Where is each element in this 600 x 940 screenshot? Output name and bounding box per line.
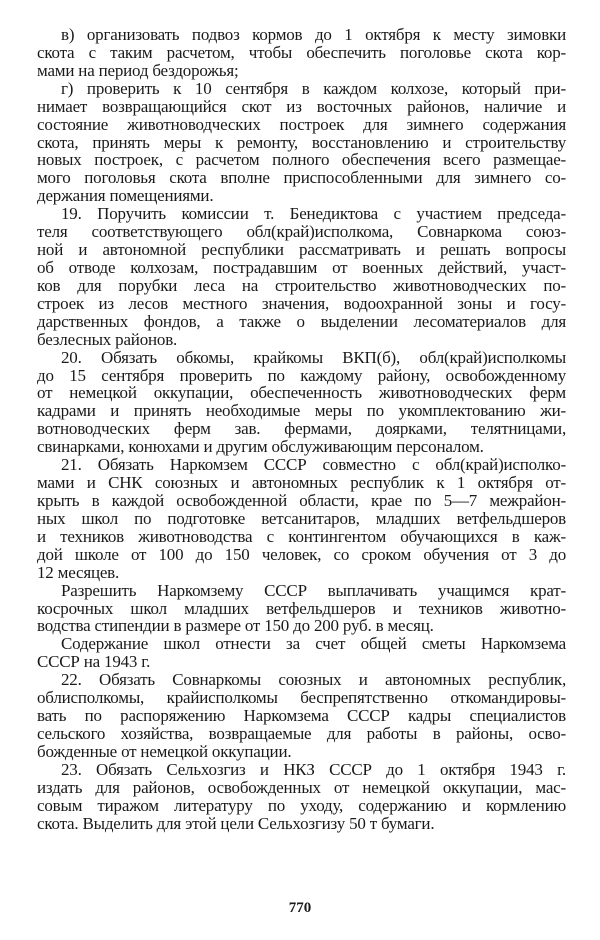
text-line: дарственных фондов, а также о выделении лесоматериалов для: [37, 311, 566, 331]
text-line: водства стипендии в размере от 150 до 200 руб. в месяц.: [37, 616, 434, 636]
text-line: мого поголовья скота вполне приспособленными для зимнего со-: [37, 168, 566, 188]
text-line: скота с таким расчетом, чтобы обеспечить поголовье скота кор-: [37, 42, 566, 62]
paragraph: [37, 456, 566, 581]
text-line: свинарками, конюхами и другим обслуживающим персоналом.: [37, 437, 484, 457]
text-line: до 15 сентября проверить по каждому району, освобожденному: [37, 365, 566, 385]
text-line: ных школ по подготовке ветсанитаров, младших ветфельдшеров: [37, 508, 566, 528]
text-line: Содержание школ отнести за счет общей сметы Наркомзема: [61, 634, 566, 654]
text-line: вотноводческих ферм зав. фермами, доярками, телятницами,: [37, 419, 566, 439]
text-line: 23. Обязать Сельхозгиз и НКЗ СССР до 1 октября 1943 г.: [61, 759, 566, 779]
text-line: издать для районов, освобожденных от немецкой оккупации, мас-: [37, 777, 566, 797]
paragraph: [37, 205, 566, 348]
text-line: строек из лесов местного значения, водоохранной зоны и госу-: [37, 293, 566, 313]
text-line: 19. Поручить комиссии т. Бенедиктова с участием председа-: [61, 204, 566, 224]
text-line: безлесных районов.: [37, 329, 178, 349]
text-line: сельского хозяйства, возвращаемые для работы в районы, осво-: [37, 723, 566, 743]
text-line: и техников животноводства с контингентом обучающихся в каж-: [37, 526, 566, 546]
paragraph: [37, 80, 566, 205]
text-line: скота, принять меры к ремонту, восстановлению и строительству: [37, 132, 566, 152]
text-line: новых построек, с расчетом полного обеспечения всего размещае-: [37, 150, 566, 170]
text-line: держания помещениями.: [37, 186, 214, 206]
text-line: Разрешить Наркомзему СССР выплачивать учащимся крат-: [61, 580, 566, 600]
text-line: г) проверить к 10 сентября в каждом колхозе, который при-: [61, 78, 566, 98]
text-line: мами на период бездорожья;: [37, 60, 239, 80]
paragraph: [37, 26, 566, 80]
text-line: скота. Выделить для этой цели Сельхозгизу 50 т бумаги.: [37, 813, 435, 833]
text-line: косрочных школ младших ветфельдшеров и техников животно-: [37, 598, 566, 618]
text-line: божденные от немецкой оккупации.: [37, 741, 292, 761]
text-line: 12 месяцев.: [37, 562, 120, 582]
text-line: теля соответствующего обл(край)исполкома, Совнаркома союз-: [37, 222, 566, 242]
text-line: облисполкомы, крайисполкомы беспрепятственно откомандировы-: [37, 688, 566, 708]
text-line: 20. Обязать обкомы, крайкомы ВКП(б), обл(край)исполкомы: [61, 347, 566, 367]
text-line: об отводе колхозам, пострадавшим от военных действий, участ-: [37, 257, 566, 277]
paragraph: [37, 761, 566, 833]
text-line: от немецкой оккупации, обеспеченность животноводческих ферм: [37, 383, 566, 403]
text-line: состояние животноводческих построек для зимнего содержания: [37, 114, 566, 134]
text-line: дой школе от 100 до 150 человек, со сроком обучения от 3 до: [37, 544, 566, 564]
text-line: крыть в каждой освобожденной области, крае по 5—7 межрайон-: [37, 490, 566, 510]
text-line: ной и автономной республики рассматривать и решать вопросы: [37, 240, 566, 260]
text-line: СССР на 1943 г.: [37, 652, 151, 672]
text-line: нимает возвращающийся скот из восточных районов, наличие и: [37, 96, 566, 116]
text-line: 21. Обязать Наркомзем СССР совместно с обл(край)исполко-: [61, 455, 566, 475]
paragraph: [37, 582, 566, 636]
text-line: 22. Обязать Совнаркомы союзных и автономных республик,: [61, 670, 566, 690]
text-line: совым тиражом литературу по уходу, содержанию и кормлению: [37, 795, 566, 815]
text-line: ков для порубки леса на строительство животноводческих по-: [37, 275, 566, 295]
page-number: 770: [288, 900, 312, 916]
paragraph: [37, 349, 566, 457]
text-line: кадрами и принять необходимые меры по укомплектованию жи-: [37, 401, 566, 421]
paragraph: [37, 635, 566, 671]
text-line: в) организовать подвоз кормов до 1 октября к месту зимовки: [61, 25, 566, 44]
text-line: мами и СНК союзных и автономных республик к 1 октября от-: [37, 473, 566, 493]
text-line: вать по распоряжению Наркомзема СССР кадры специалистов: [37, 706, 566, 726]
paragraph: [37, 671, 566, 761]
document-body: [37, 26, 566, 832]
